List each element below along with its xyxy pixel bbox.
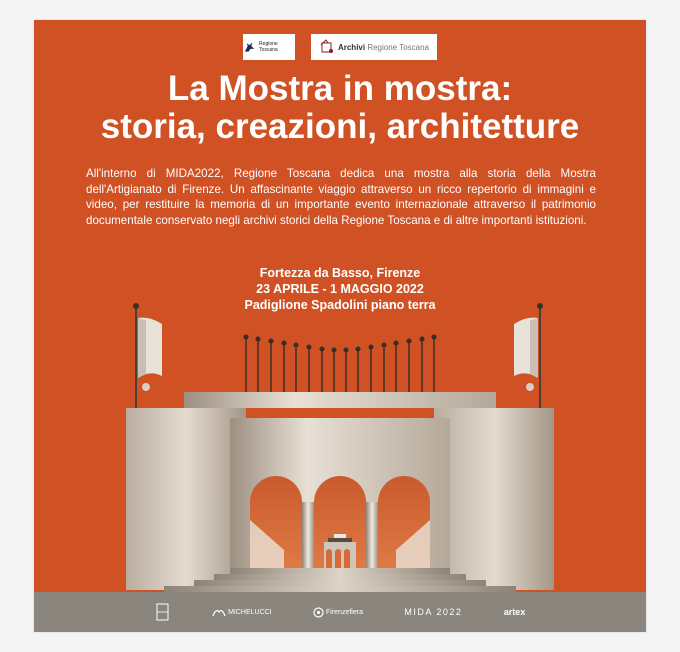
- regione-toscana-logo: [243, 34, 295, 60]
- michelucci-icon: [212, 607, 226, 617]
- footer-logos: [34, 592, 646, 632]
- building-illustration: [34, 280, 646, 600]
- right-tower: [434, 408, 554, 590]
- pegasus-icon: [243, 40, 256, 54]
- archivi-label-bold: Archivi: [337, 42, 366, 52]
- poster: [34, 20, 646, 632]
- archive-icon: [319, 39, 335, 55]
- regione-toscana-label: Regione Toscana: [259, 41, 278, 53]
- back-parapet: [184, 392, 496, 408]
- header-logos: [34, 34, 646, 60]
- archive-emblem-icon: [155, 603, 171, 621]
- event-dates: 23 APRILE - 1 MAGGIO 2022: [256, 282, 424, 296]
- page-title: [34, 70, 646, 146]
- description-paragraph: All'interno di MIDA2022, Regione Toscana dedica una mostra alla storia della Mostra dell'Artigianato di Firenze. Un affascinante viaggio attraverso un ricco repertorio di immagini e video, per restituire la memoria di un importante evento internazionale attraverso il patrimonio documentale conservato negli archivi storici della Regione Toscana e di altre importanti istituzioni.: [86, 167, 596, 227]
- central-poles: [244, 335, 436, 392]
- archivi-logo: [311, 34, 437, 60]
- footer-logo-emblem: [155, 603, 171, 621]
- michelucci-label: MICHELUCCI: [228, 608, 272, 616]
- pillar-left: [302, 502, 314, 572]
- left-tower: [126, 408, 246, 590]
- footer-logo-artex: artex: [503, 607, 526, 617]
- title-line-1: La Mostra in mostra:: [167, 69, 513, 108]
- footer-logo-mida: MIDA 2022: [404, 607, 463, 617]
- footer-logo-firenzefiera: [313, 607, 363, 618]
- pillar-right: [366, 502, 378, 572]
- title-line-2: storia, creazioni, architetture: [100, 107, 580, 146]
- footer-logo-michelucci: [212, 607, 272, 617]
- archivi-label-rest: Regione Toscana: [367, 42, 430, 52]
- archivi-label: [338, 43, 429, 52]
- event-venue: Fortezza da Basso, Firenze: [259, 266, 421, 280]
- arches: [250, 476, 430, 570]
- event-pavilion: Padiglione Spadolini piano terra: [244, 298, 436, 312]
- firenzefiera-label: Firenzefiera: [326, 608, 363, 616]
- firenzefiera-icon: [313, 607, 324, 618]
